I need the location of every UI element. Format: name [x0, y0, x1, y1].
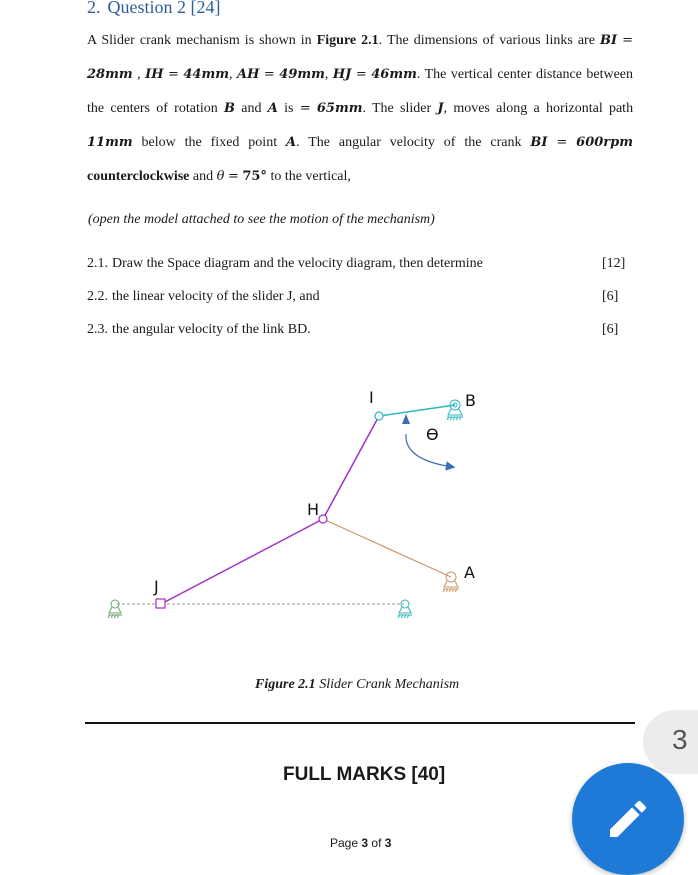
- marks-2-1: [12]: [602, 256, 626, 271]
- direction-text: counterclockwise: [87, 169, 190, 184]
- model-note: (open the model attached to see the motion of the mechanism): [88, 212, 435, 227]
- math-var-ih: IH: [145, 67, 164, 82]
- math-eq: =: [167, 67, 179, 82]
- math-eq: =: [227, 169, 239, 184]
- math-var-a: A: [286, 135, 297, 150]
- label-theta: Ө: [426, 425, 439, 444]
- math-var-b: B: [224, 101, 235, 116]
- math-val-bi: 28mm: [87, 67, 133, 82]
- edit-pencil-icon: [604, 795, 652, 843]
- page-indicator-number: 3: [672, 724, 688, 755]
- full-marks: FULL MARKS [40]: [283, 764, 446, 785]
- math-val-theta: 75°: [242, 169, 267, 184]
- ground-pivot-b: [447, 400, 463, 420]
- horizontal-rule: [85, 722, 635, 724]
- link-ah: [323, 519, 451, 577]
- ground-pivot-left: [108, 600, 122, 618]
- subquestion-number: 2.2.: [87, 289, 108, 304]
- figure-caption: [255, 677, 459, 693]
- math-val-omega: 600rpm: [576, 135, 634, 150]
- intro-text: to the vertical,: [270, 169, 351, 184]
- math-var-bi: BI: [530, 135, 548, 150]
- question-number: 2.: [87, 0, 101, 17]
- math-var-bi: BI: [599, 33, 618, 48]
- math-val-ih: 44mm: [183, 67, 229, 82]
- label-b: B: [465, 391, 476, 410]
- math-var-hj: HJ: [332, 67, 352, 82]
- ground-pivot-right: [398, 600, 412, 618]
- math-eq: =: [263, 67, 275, 82]
- intro-text: A Slider crank mechanism is shown in: [87, 33, 312, 48]
- link-bi: [379, 405, 455, 416]
- subquestion-text: Draw the Space diagram and the velocity diagram, then determine: [112, 256, 483, 271]
- intro-text: . The vertical center distance between the centers of rotation: [87, 67, 634, 116]
- edit-fab-button[interactable]: [572, 763, 684, 875]
- math-val-path: 11mm: [87, 135, 133, 150]
- intro-text: . The dimensions of various links are: [378, 33, 595, 48]
- joint-h: [319, 515, 327, 523]
- footer-current-page: 3: [361, 836, 369, 850]
- math-var-j: J: [437, 101, 444, 116]
- link-hj: [161, 519, 323, 604]
- math-val-hj: 46mm: [371, 67, 417, 82]
- joint-i: [375, 412, 383, 420]
- math-val-dist: 65mm: [316, 101, 363, 116]
- caption-figure-number: Figure 2.1: [255, 677, 316, 692]
- subquestion-text: the linear velocity of the slider J, and: [112, 289, 320, 304]
- label-a: A: [464, 563, 475, 582]
- slider-block-j: [156, 599, 165, 608]
- intro-text: and: [241, 101, 262, 116]
- marks-2-2: [6]: [602, 289, 619, 304]
- link-ih: [323, 416, 379, 519]
- punct: ,: [324, 67, 329, 82]
- math-eq: =: [355, 67, 367, 82]
- page-footer: [330, 836, 391, 850]
- math-var-a: A: [267, 101, 278, 116]
- math-eq: =: [622, 33, 633, 48]
- marks-2-3: [6]: [602, 322, 619, 337]
- subquestion-text: the angular velocity of the link BD.: [112, 322, 311, 337]
- label-i: I: [369, 388, 374, 407]
- math-val-ah: 49mm: [279, 67, 325, 82]
- page-indicator-badge[interactable]: [643, 710, 698, 774]
- punct: ,: [229, 67, 233, 82]
- intro-text: and: [192, 169, 214, 184]
- punct: ,: [137, 67, 141, 82]
- question-title: Question 2 [24]: [107, 0, 221, 17]
- math-var-theta: θ: [216, 169, 225, 184]
- math-eq: =: [299, 101, 311, 116]
- math-eq: =: [556, 135, 568, 150]
- caption-text: Slider Crank Mechanism: [319, 677, 460, 692]
- intro-text: , moves along a horizontal path: [443, 101, 634, 116]
- figure-reference: Figure 2.1: [316, 33, 379, 48]
- footer-page-word: Page: [330, 836, 359, 850]
- intro-text: is: [284, 101, 294, 116]
- footer-of: of: [371, 836, 382, 850]
- intro-text: . The angular velocity of the crank: [296, 135, 522, 150]
- label-j: J: [154, 577, 159, 596]
- intro-text: below the fixed point: [141, 135, 278, 150]
- intro-text: . The slider: [362, 101, 432, 116]
- subquestion-number: 2.3.: [87, 322, 108, 337]
- label-h: H: [307, 500, 320, 519]
- footer-total-pages: 3: [384, 836, 392, 850]
- subquestion-number: 2.1.: [87, 256, 108, 271]
- math-var-ah: AH: [237, 67, 260, 82]
- theta-arrow-up-head: [402, 414, 410, 424]
